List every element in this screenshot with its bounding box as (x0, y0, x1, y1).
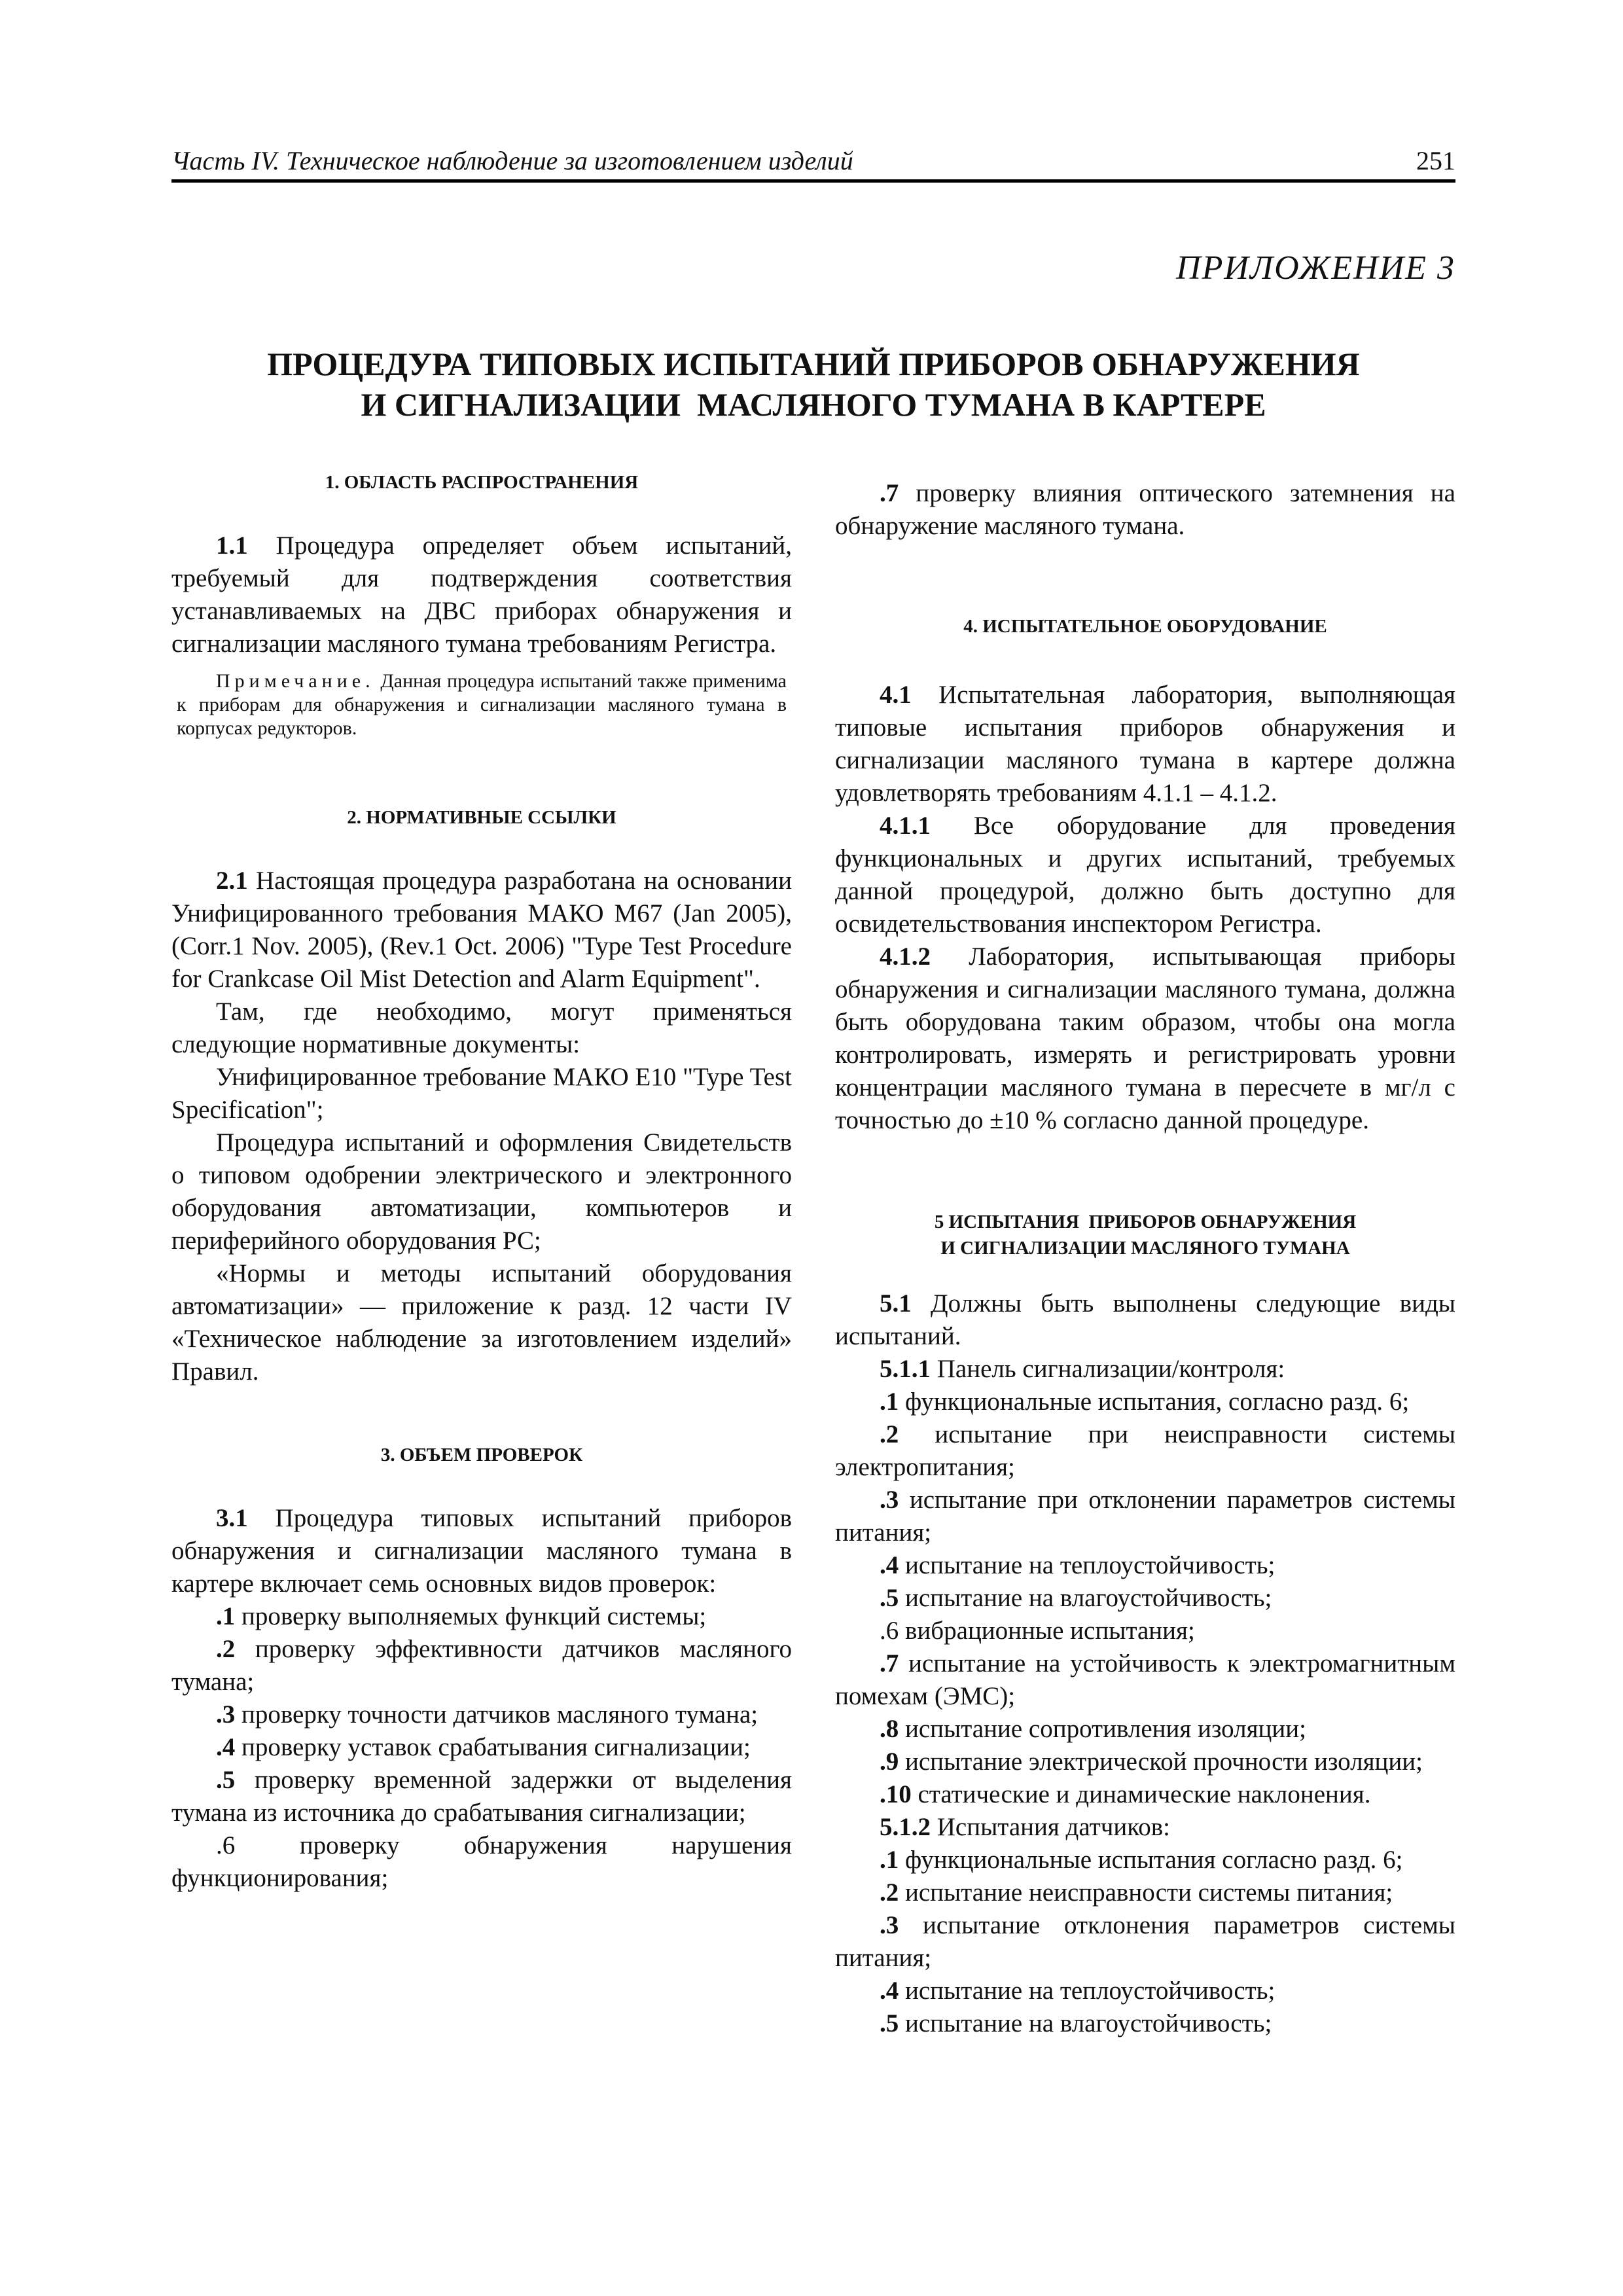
item-number: .2 (880, 1878, 899, 1907)
item-number: .4 (880, 1551, 899, 1579)
list-item (835, 1778, 1455, 1811)
list-item (835, 1909, 1455, 1975)
item-number: .3 (216, 1700, 236, 1729)
list-item (835, 1582, 1455, 1615)
item-text: испытание на теплоустойчивость; (899, 1551, 1275, 1579)
paragraph-number: 4.1.2 (880, 942, 931, 971)
item-number: .6 (880, 1617, 899, 1645)
paragraph-number: 5.1 (880, 1289, 912, 1318)
item-text: испытание неисправности системы питания; (899, 1878, 1393, 1907)
item-number: .4 (216, 1733, 236, 1761)
running-header (171, 143, 1455, 183)
title-line-2: И СИГНАЛИЗАЦИИ МАСЛЯНОГО ТУМАНА В КАРТЕРЕ (361, 386, 1266, 423)
paragraph: Унифицированное требование МАКО E10 "Type Test Specification"; (171, 1063, 792, 1124)
paragraph-4-1-1 (835, 810, 1455, 941)
heading-line: 5 ИСПЫТАНИЯ ПРИБОРОВ ОБНАРУЖЕНИЯ (934, 1211, 1357, 1232)
item-text: вибрационные испытания; (899, 1617, 1195, 1645)
item-text: испытание при отклонении параметров системы питания; (835, 1486, 1455, 1547)
paragraph-5-1-2 (835, 1811, 1455, 1844)
list-item (171, 1829, 792, 1895)
list-item (835, 1876, 1455, 1909)
item-text: проверку временной задержки от выделения тумана из источника до срабатывания сигнализации; (171, 1766, 792, 1827)
item-text: испытание на влагоустойчивость; (899, 1584, 1272, 1612)
section-5-heading (835, 1209, 1455, 1261)
paragraph-text: Должны быть выполнены следующие виды испытаний. (835, 1289, 1455, 1350)
list-item (835, 1386, 1455, 1418)
note (171, 670, 792, 740)
item-text: проверку точности датчиков масляного тумана; (235, 1700, 758, 1729)
item-number: .9 (880, 1748, 899, 1776)
list-item (171, 1764, 792, 1829)
item-text: функциональные испытания согласно разд. 6; (899, 1846, 1403, 1874)
item-number: .2 (216, 1635, 236, 1663)
item-number: .1 (880, 1846, 899, 1874)
paragraph-4-1 (835, 679, 1455, 810)
section-1-heading: 1. ОБЛАСТЬ РАСПРОСТРАНЕНИЯ (325, 472, 639, 493)
section-3-heading: 3. ОБЪЕМ ПРОВЕРОК (380, 1444, 583, 1465)
item-number: .5 (880, 2009, 899, 2037)
paragraph-5-1 (835, 1287, 1455, 1353)
item-number: .7 (880, 479, 899, 507)
paragraph-2-1 (171, 865, 792, 996)
paragraph: Там, где необходимо, могут применяться следующие нормативные документы: (171, 997, 792, 1058)
list-item (171, 1633, 792, 1698)
left-column (171, 468, 792, 1895)
paragraph-text: Процедура типовых испытаний приборов обнаружения и сигнализации масляного тумана в картере включает семь основных видов проверок: (171, 1504, 792, 1598)
list-item (171, 1731, 792, 1764)
list-item (171, 1600, 792, 1633)
item-number: .3 (880, 1486, 899, 1514)
paragraph-text: Настоящая процедура разработана на основании Унифицированного требования МАКО M67 (Jan 2005), (Corr.1 Nov. 2005), (Rev.1 Oct. 2006) "Type Test Procedure for Crankcase Oil Mist Detection and Alarm Equipment". (171, 867, 792, 993)
list-item (835, 2007, 1455, 2040)
item-text: испытание при неисправности системы электропитания; (835, 1420, 1455, 1481)
note-text: Данная процедура испытаний также применима к приборам для обнаружения и сигнализации масляного тумана в корпусах редукторов. (177, 670, 787, 739)
item-text: испытание электрической прочности изоляции; (899, 1748, 1423, 1776)
item-number: .8 (880, 1715, 899, 1743)
paragraph-text: Процедура определяет объем испытаний, требуемый для подтверждения соответствия устанавливаемых на ДВС приборах обнаружения и сигнализации масляного тумана требованиям Регистра. (171, 531, 792, 658)
title-line-1: ПРОЦЕДУРА ТИПОВЫХ ИСПЫТАНИЙ ПРИБОРОВ ОБНАРУЖЕНИЯ (267, 346, 1360, 382)
item-text: проверку обнаружения нарушения функционирования; (171, 1831, 792, 1892)
item-number: .1 (880, 1388, 899, 1416)
paragraph-4-1-2 (835, 941, 1455, 1137)
item-text: испытание на устойчивость к электромагнитным помехам (ЭМС); (835, 1649, 1455, 1710)
list-item (835, 1615, 1455, 1647)
list-item (835, 1713, 1455, 1746)
list-item (835, 1418, 1455, 1484)
list-item (835, 1746, 1455, 1778)
list-item (835, 477, 1455, 543)
item-number: .7 (880, 1649, 899, 1677)
paragraph-text: Лаборатория, испытывающая приборы обнаружения и сигнализации масляного тумана, должна быть оборудована таким образом, чтобы она могла контролировать, измерять и регистрировать уровни концентрации масляного тумана в пересчете в мг/л с точностью до ±10 % согласно данной процедуре. (835, 942, 1455, 1134)
paragraph-number: 4.1.1 (880, 812, 931, 840)
paragraph: «Нормы и методы испытаний оборудования автоматизации» — приложение к разд. 12 части IV «Техническое наблюдение за изготовлением изделий» Правил. (171, 1259, 792, 1386)
list-item (835, 1975, 1455, 2007)
item-text: проверку эффективности датчиков масляного тумана; (171, 1635, 792, 1696)
item-number: .5 (880, 1584, 899, 1612)
item-number: .1 (216, 1602, 236, 1630)
page-number: 251 (1416, 146, 1455, 175)
item-number: .5 (216, 1766, 236, 1794)
paragraph-text: Испытательная лаборатория, выполняющая типовые испытания приборов обнаружения и сигнализации масляного тумана в картере должна удовлетворять требованиям 4.1.1 – 4.1.2. (835, 681, 1455, 807)
item-text: проверку влияния оптического затемнения на обнаружение масляного тумана. (835, 479, 1455, 540)
list-item (171, 1698, 792, 1731)
paragraph-number: 5.1.2 (880, 1813, 931, 1841)
paragraph-number: 4.1 (880, 681, 912, 709)
paragraph: Процедура испытаний и оформления Свидетельств о типовом одобрении электрического и электронного оборудования автоматизации, компьютеров и периферийного оборудования РС; (171, 1128, 792, 1255)
paragraph-3-1 (171, 1502, 792, 1600)
running-title: Часть IV. Техническое наблюдение за изготовлением изделий (171, 146, 853, 175)
item-text: испытание на влагоустойчивость; (899, 2009, 1272, 2037)
list-item (835, 1844, 1455, 1876)
paragraph-1-1 (171, 529, 792, 660)
item-text: проверку уставок срабатывания сигнализации; (235, 1733, 751, 1761)
paragraph-number: 5.1.1 (880, 1355, 931, 1383)
item-text: испытание сопротивления изоляции; (899, 1715, 1306, 1743)
list-item (835, 1647, 1455, 1713)
paragraph-text: Панель сигнализации/контроля: (931, 1355, 1285, 1383)
item-text: испытание на теплоустойчивость; (899, 1977, 1275, 2005)
list-item (835, 1484, 1455, 1549)
document-title (171, 344, 1455, 425)
paragraph-5-1-1 (835, 1353, 1455, 1386)
item-number: .2 (880, 1420, 899, 1448)
appendix-label: ПРИЛОЖЕНИЕ 3 (1176, 249, 1455, 287)
item-number: .10 (880, 1780, 912, 1808)
paragraph-text: Все оборудование для проведения функциональных и других испытаний, требуемых данной процедурой, должно быть доступно для освидетельствования инспектором Регистра. (835, 812, 1455, 938)
item-number: .3 (880, 1911, 899, 1939)
item-text: функциональные испытания, согласно разд. 6; (899, 1388, 1410, 1416)
item-text: статические и динамические наклонения. (911, 1780, 1371, 1808)
note-label: Примечание. (216, 670, 375, 692)
item-text: испытание отклонения параметров системы питания; (835, 1911, 1455, 1972)
section-2-heading: 2. НОРМАТИВНЫЕ ССЫЛКИ (347, 807, 616, 828)
list-item (835, 1549, 1455, 1582)
paragraph-number: 1.1 (216, 531, 248, 560)
heading-line: И СИГНАЛИЗАЦИИ МАСЛЯНОГО ТУМАНА (940, 1238, 1350, 1259)
item-text: проверку выполняемых функций системы; (235, 1602, 707, 1630)
item-number: .6 (216, 1831, 236, 1859)
item-number: .4 (880, 1977, 899, 2005)
paragraph-number: 2.1 (216, 867, 248, 895)
paragraph-number: 3.1 (216, 1504, 248, 1532)
paragraph-text: Испытания датчиков: (931, 1813, 1170, 1841)
right-column (835, 468, 1455, 2040)
section-4-heading: 4. ИСПЫТАТЕЛЬНОЕ ОБОРУДОВАНИЕ (963, 616, 1327, 637)
